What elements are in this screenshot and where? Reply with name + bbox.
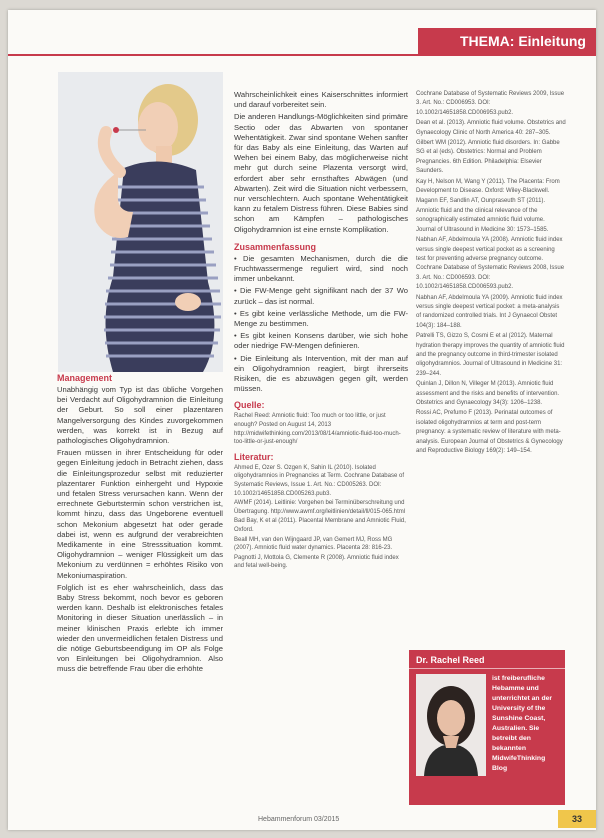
reference-item: Nabhan AF, Abdelmoula YA (2009). Amniotic fluid index versus single deepest vertical pocket: a meta-analysis of randomized controlled trials. Int J Gynaecol Obstet 104(3): 184–188. bbox=[416, 294, 563, 329]
author-name: Dr. Rachel Reed bbox=[409, 650, 565, 669]
reference-item: Bad Bay, K et al (2011). Placental Membrane and Amniotic Fluid, Oxford. bbox=[234, 518, 406, 534]
summary-bullet: • Die Einleitung als Intervention, mit der man auf ein Oligohydramnion reagiert, birgt ihrerseits Risiken, die es abzuwägen gegen gilt, werden müssen. bbox=[234, 353, 408, 394]
reference-item: Quinlan J, Dillon N, Villeger M (2013). Amniotic fluid assessment and the risks and benefits of intervention. Obstetrics and Gynaecology 34(3): 1206–1238. bbox=[416, 381, 560, 406]
column-right-references bbox=[416, 90, 566, 457]
reference-item: Ahmed E, Ozer S. Ozgen K, Sahin IL (2010). Isolated oligohydramnios in Pregnancies at Term. Cochrane Database of Systematic Reviews, Issue 1. Art. No.: CD005263. DOI: 10.1002/14651858.CD005263.pub3. bbox=[234, 464, 404, 497]
journal-footer: Hebammenforum 03/2015 bbox=[258, 816, 340, 823]
author-box bbox=[409, 650, 565, 805]
reference-item: Rossi AC, Prefumo F (2013). Perinatal outcomes of isolated oligohydramnios at term and post-term pregnancy: a systematic review of literature with meta-analysis. European Journal of Obstetrics & Gynecology and Reproductive Biology 169(2): 149–154. bbox=[416, 410, 563, 455]
reference-item: Pagnotti J, Mottola G, Clemente R (2008). Amniotic fluid index and fetal well-being. bbox=[234, 554, 399, 570]
header-rule bbox=[8, 54, 596, 56]
reference-item: AWMF (2014). Leitlinie: Vorgehen bei Terminüberschreitung und Übertragung. http://www.awmf.org/leitlinien/detail/ll/015-065.html bbox=[234, 500, 406, 515]
reference-item: Patrelli TS, Gizzo S, Cosmi E et al (2012). Maternal hydration therapy improves the quantity of amniotic fluid and the pregnancy outcome in third-trimester isolated oligohydramnios. Journal of Ultrasound in Medicine 31: 239–244. bbox=[416, 333, 565, 377]
summary-heading: Zusammenfassung bbox=[234, 241, 317, 252]
summary-bullet: • Die gesamten Mechanismen, durch die die Fruchtwassermenge reguliert wird, sind noch immer unbekannt. bbox=[234, 253, 408, 284]
author-description: ist freiberufliche Hebamme und unterrichtet an der University of the Sunshine Coast, Australien. Sie betreibt den bekannten MidwifeThinking Blog bbox=[492, 675, 553, 772]
page-number: 33 bbox=[558, 810, 596, 828]
paragraph: Folglich ist es eher wahrscheinlich, dass das Baby Stress bekommt, noch bevor es geboren werden kann. Deshalb ist elektronisches fetales Monitoring in dieser Situation unerlässlich – in meiner klinischen Praxis erlebte ich immer wieder den unvermeidlichen fetalen Distress und die nötige Geburtsbeendigung im OP als Folge von Einleitungen bei Oligohydramnion. Also muss die betreffende Frau über die erhöhte bbox=[57, 582, 223, 674]
paragraph: Unabhängig vom Typ ist das übliche Vorgehen bei Verdacht auf Oligohydramnion die Einleitung der Geburt. So soll einer plazentaren Mangelversorgung des Kindes zuvorgekommen werden, was korrekt ist in Bezug auf pathologisches Oligohydramnion. bbox=[57, 385, 223, 446]
summary-bullet: • Es gibt keine verlässliche Methode, um die FW-Menge zu bestimmen. bbox=[234, 308, 408, 329]
pregnant-woman-photo bbox=[58, 72, 223, 372]
literature-heading: Literatur: bbox=[234, 451, 274, 462]
management-heading: Management bbox=[57, 373, 113, 383]
reference-item: Magann EF, Sandlin AT, Ounpraseuth ST (2011). Amniotic fluid and the clinical relevance of the sonographically estimated amniotic fluid volume. Journal of Ultrasound in Medicine 30: 1573–1585. bbox=[416, 198, 549, 233]
source-heading: Quelle: bbox=[234, 400, 265, 411]
reference-item: Beall MH, van den Wijngaard JP, van Gemert MJ, Ross MG (2007). Amniotic fluid water dynamics. Placenta 28: 816-23. bbox=[234, 536, 393, 552]
source-text: Rachel Reed: Amniotic fluid: Too much or too little, or just enough? Posted on August 14, 2013 http://midwifethinking.com/2013/08/14/amniotic-fluid-too-much-too-little-or-just-enough/ bbox=[234, 413, 401, 446]
paragraph: Wahrscheinlichkeit eines Kaiserschnittes informiert und darauf vorbereitet sein. bbox=[234, 90, 408, 110]
reference-item: Gilbert WM (2012). Amniotic fluid disorders. In: Gabbe SG et al (eds). Obstetrics: Normal and Problem Pregnancies. 6th Edition. Philadelphia: Elsevier Saunders. bbox=[416, 140, 560, 175]
reference-item: Dean et al. (2013). Amniotic fluid volume. Obstetrics and Gynaecology Clinic of North America 40: 287–305. bbox=[416, 120, 566, 136]
author-photo bbox=[416, 674, 486, 776]
summary-bullet: • Die FW-Menge geht signifikant nach der 37 Wo zurück – das ist normal. bbox=[234, 286, 408, 306]
reference-item: Kay H, Nelson M, Wang Y (2011). The Placenta: From Development to Disease. Oxford: Wiley-Blackwell. bbox=[416, 178, 560, 195]
summary-bullet: • Es gibt keinen Konsens darüber, wie sich hohe oder niedrige FW-Mengen definieren. bbox=[234, 331, 408, 351]
column-middle bbox=[234, 90, 408, 572]
paragraph: Frauen müssen in ihrer Entscheidung für oder gegen Einleitung jedoch in Betracht ziehen, dass die Einleitungsprozedur selbst mit reduzierter plazentarer Funktion einhergeht und Hypoxie und fetalen Stress verursachen kann. Wenn der errechnete Geburtstermin schon verstrichen ist, kommt hinzu, dass das Ungeborene eventuell schon Mekonium abgesetzt hat oder gerade dabei ist, wenn es aufgrund der verabreichten Medikamente in eine Stresssituation kommt. Oligohydramnion – weniger Flüssigkeit um das Mekonium zu verdünnen = erhöhtes Risiko von Mekoniumaspiration. bbox=[57, 448, 223, 580]
magazine-page bbox=[8, 10, 596, 830]
reference-item: Cochrane Database of Systematic Reviews 2009, Issue 3. Art. No.: CD006953. DOI: 10.1002/14651858.CD006953.pub2. bbox=[416, 91, 565, 116]
paragraph: Die anderen Handlungs-Möglichkeiten sind primäre Sectio oder das Abwarten von spontaner Wehentätigkeit. Zwar sind spontane Wehen sanfter für das Baby als eine Einleitung, das Warten auf Wehen bei einem Baby, das möglicherweise nicht mehr gut durch seine Plazenta versorgt wird, erfordert aber sehr ernsthaftes Abwägen (und Abwarten). Zeit wird die Situation nicht verbessern, nur verschlechtern. Auch spontane Wehentätigkeit kann zu fetalem Distress führen. Diese Babies sind schon am Kämpfen – pathologisches Oligohydramnion ist eine ernste Komplikation. bbox=[234, 112, 408, 234]
reference-item: Nabhan AF, Abdelmoula YA (2008). Amniotic fluid index versus single deepest vertical pocket as a screening test for preventing adverse pregnancy outcome. Cochrane Database of Systematic Reviews 2008, Issue 3. Art. No.: CD006593. DOI: 10.1002/14651858.CD006593.pub2. bbox=[416, 237, 565, 291]
column-left bbox=[57, 372, 223, 677]
section-banner: THEMA: Einleitung bbox=[418, 28, 596, 54]
